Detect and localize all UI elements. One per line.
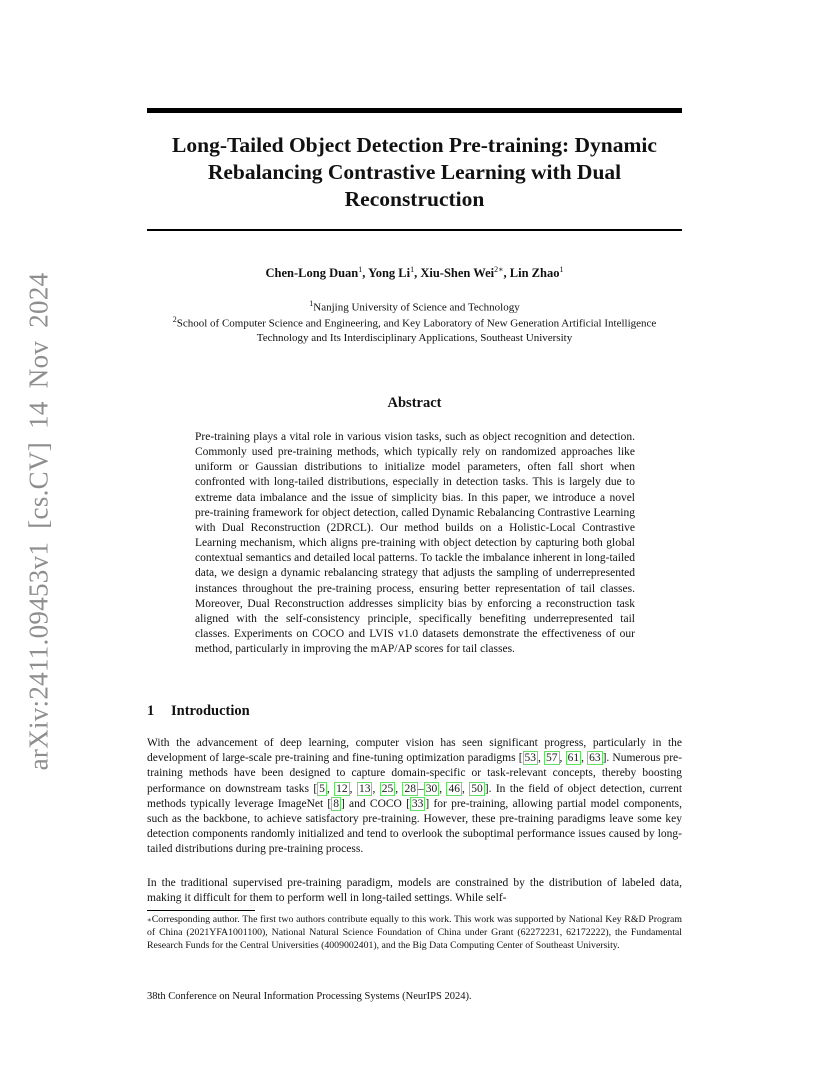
paragraph-text: ,	[395, 782, 403, 795]
author-name: Chen-Long Duan	[265, 266, 359, 281]
author-name: Yong Li	[368, 266, 411, 281]
footnote-text: Corresponding author. The first two authors contribute equally to this work. This work was supported by National Key R&D Program of China (2021YFA1001100), National Natural Science Foundation of China under Grant (62272231, 62172222), the Fundamental Research Funds for the Central Universities (4009002401), and the Big Data Computing Center of Southeast University.	[147, 914, 682, 951]
paragraph-text: ]. Numerous pre-training methods have been designed to capture domain-specific or task-relevant concepts, thereby boosting performance on downstream tasks [	[147, 752, 682, 795]
paragraph-text: ,	[559, 752, 566, 765]
author-list	[147, 265, 682, 281]
citation-link[interactable]: 8	[333, 797, 339, 810]
paper-title	[147, 132, 682, 213]
paragraph-text: ,	[372, 782, 380, 795]
section-number: 1	[147, 703, 155, 719]
author-separator: ,	[414, 266, 421, 281]
conference-note: 38th Conference on Neural Information Processing Systems (NeurIPS 2024).	[147, 991, 472, 1002]
arxiv-identifier-text: arXiv:2411.09453v1 [cs.CV] 14 Nov 2024	[23, 272, 54, 770]
footnote-rule	[147, 910, 255, 911]
section-title: Introduction	[171, 703, 250, 719]
citation-link[interactable]: 46	[448, 782, 460, 795]
title-line: Long-Tailed Object Detection Pre-training: Dynamic	[172, 133, 657, 157]
paragraph-text: ] and COCO [	[341, 797, 410, 810]
citation-link[interactable]: 53	[524, 752, 537, 765]
citation-link[interactable]: 50	[471, 782, 483, 795]
author-affiliation-mark: 1	[559, 265, 564, 274]
title-line: Rebalancing Contrastive Learning with Dual	[207, 160, 622, 184]
footnote	[147, 914, 682, 952]
author-separator: ,	[362, 266, 369, 281]
footnote-mark: ∗	[147, 916, 152, 924]
title-top-rule	[147, 108, 682, 113]
author-name: Lin Zhao	[509, 266, 560, 281]
paragraph-text: ] for pre-training, allowing partial model components, such as the backbone, to achieve satisfactory pre-training. However, these pre-training paradigms leave some key detection components randomly initialized and tend to overlook the suboptimal performance issues caused by long-tailed distributions during pre-training process.	[147, 797, 682, 856]
paragraph-text: ,	[538, 752, 545, 765]
citation-link[interactable]: 25	[381, 782, 394, 795]
citation-link[interactable]: 30	[425, 782, 438, 795]
paragraph-text: ,	[326, 782, 335, 795]
paragraph-text: –	[417, 782, 424, 795]
paragraph-text: With the advancement of deep learning, computer vision has seen significant progress, particularly in the development of large-scale pre-training and fine-tuning optimization paradigms [	[147, 737, 682, 765]
author-affiliation-mark: 2∗	[494, 265, 504, 274]
paragraph-text: ,	[581, 752, 588, 765]
affiliation	[147, 313, 682, 345]
affiliation-mark: 1	[309, 299, 314, 308]
citation-link[interactable]: 57	[546, 752, 558, 765]
abstract-heading: Abstract	[387, 395, 442, 411]
affiliation-text: Nanjing University of Science and Technology	[313, 301, 520, 314]
citation-link[interactable]: 33	[411, 797, 424, 810]
arxiv-identifier-stamp	[21, 272, 57, 770]
intro-paragraph	[147, 736, 682, 858]
paragraph-text: ,	[461, 782, 470, 795]
paragraph-text: ,	[439, 782, 447, 795]
abstract-text: Pre-training plays a vital role in various vision tasks, such as object recognition and detection. Commonly used pre-training methods, which typically rely on randomized approaches like uniform or Gaussian distributions to initialize model parameters, often fall short when confronted with long-tailed distributions, especially in detection tasks. This is largely due to extreme data imbalance and the issue of simplicity bias. In this paper, we introduce a novel pre-training framework for object detection, called Dynamic Rebalancing Contrastive Learning with Dual Reconstruction (2DRCL). Our method builds on a Holistic-Local Contrastive Learning mechanism, which aligns pre-training with object detection by capturing both global contextual semantics and detailed local patterns. To tackle the imbalance inherent in long-tailed data, we design a dynamic rebalancing strategy that adjusts the sampling of underrepresented instances throughout the pre-training process, ensuring better representation of tail classes. Moreover, Dual Reconstruction addresses simplicity bias by enforcing a reconstruction task aligned with the self-consistency principle, specifically benefiting underrepresented tail classes. Experiments on COCO and LVIS v1.0 datasets demonstrate the effectiveness of our method, particularly in improving the mAP/AP scores for tail classes.	[195, 431, 635, 656]
citation-link[interactable]: 13	[358, 782, 371, 795]
citation-link[interactable]: 12	[336, 782, 348, 795]
author-name: Xiu-Shen Wei	[420, 266, 495, 281]
paragraph-text: ,	[349, 782, 357, 795]
affiliation	[147, 297, 682, 315]
affiliation-mark: 2	[172, 315, 177, 324]
intro-paragraph: In the traditional supervised pre-training paradigm, models are constrained by the distribution of labeled data, making it difficult for them to perform well in long-tailed settings. While self-	[147, 877, 682, 905]
author-separator: ,	[503, 266, 510, 281]
author-affiliation-mark: 1	[358, 265, 363, 274]
title-line: Reconstruction	[344, 187, 485, 211]
author-affiliation-mark: 1	[410, 265, 415, 274]
section-heading	[147, 703, 250, 720]
citation-link[interactable]: 63	[589, 752, 601, 765]
citation-link[interactable]: 61	[567, 752, 580, 765]
title-bottom-rule	[147, 229, 682, 231]
affiliation-text: School of Computer Science and Engineering, and Key Laboratory of New Generation Artificial Intelligence Technology and Its Interdisciplinary Applications, Southeast University	[176, 317, 657, 344]
paragraph-text: ]. In the field of object detection, current methods typically leverage ImageNet [	[147, 782, 683, 810]
citation-link[interactable]: 28	[404, 782, 416, 795]
citation-link[interactable]: 5	[319, 782, 325, 795]
